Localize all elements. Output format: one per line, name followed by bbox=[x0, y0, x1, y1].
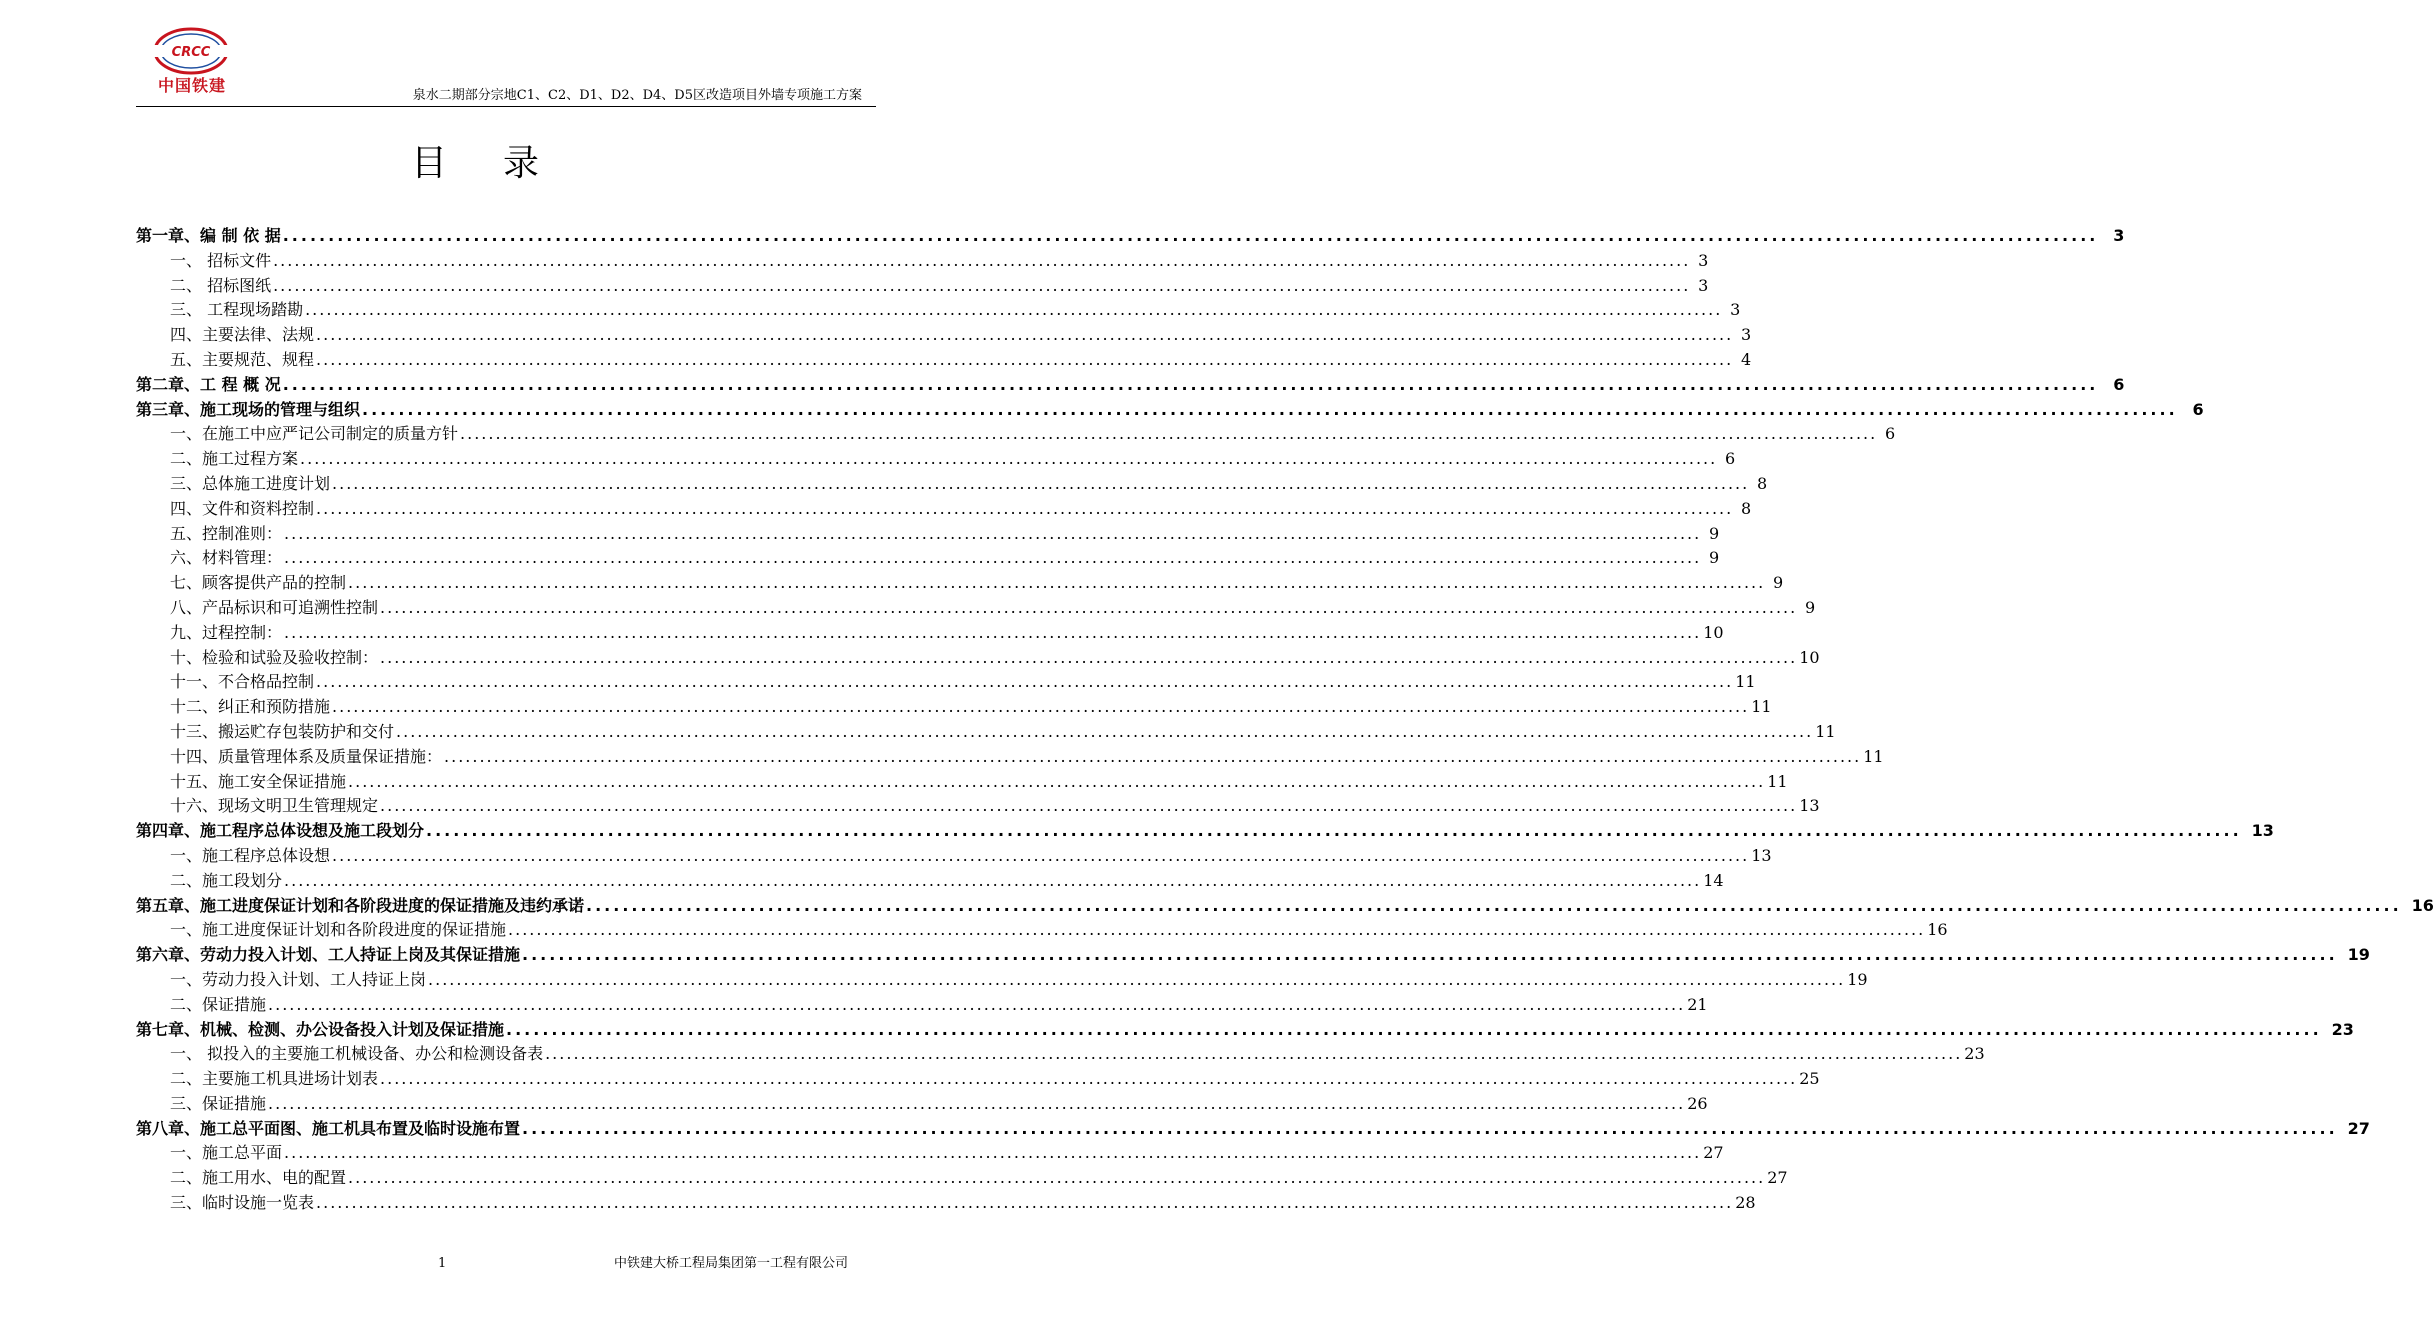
toc-page-number: 23 bbox=[2331, 1019, 2354, 1039]
toc-entry-label: 三、临时设施一览表 bbox=[170, 1193, 315, 1213]
toc-section-entry[interactable] bbox=[136, 695, 1772, 720]
toc-page-number: 3 bbox=[1698, 250, 1709, 270]
toc-section-entry[interactable] bbox=[136, 968, 1868, 993]
toc-entry-label: 十四、质量管理体系及质量保证措施： bbox=[170, 746, 443, 766]
toc-section-entry[interactable] bbox=[136, 298, 1741, 323]
logo-text: 中国铁建 bbox=[157, 76, 226, 95]
toc-leader-dots: ........................................................................................................................................................................................................ bbox=[268, 994, 1686, 1014]
toc-section-entry[interactable] bbox=[136, 993, 1708, 1018]
toc-chapter-entry[interactable] bbox=[136, 373, 2125, 398]
toc-leader-dots: ........................................................................................................................................................................................................ bbox=[273, 250, 1691, 270]
toc-page-number: 11 bbox=[1751, 697, 1772, 717]
toc-heading: 目录 bbox=[410, 143, 595, 184]
toc-entry-label: 十六、现场文明卫生管理规定 bbox=[170, 796, 379, 816]
toc-entry-label: 三、保证措施 bbox=[170, 1093, 267, 1113]
logo-emblem-text: CRCC bbox=[171, 45, 211, 60]
toc-entry-label: 十五、施工安全保证措施 bbox=[170, 771, 347, 791]
toc-leader-dots: ........................................................................................................................................................................................................ bbox=[428, 969, 1846, 989]
toc-section-entry[interactable] bbox=[136, 596, 1816, 621]
toc-leader-dots: ........................................................................................................................................................................................................ bbox=[380, 796, 1798, 816]
toc-leader-dots: ........................................................................................................................................................................................................ bbox=[273, 275, 1691, 295]
toc-entry-label: 二、 招标图纸 bbox=[170, 275, 272, 295]
toc-page-number: 19 bbox=[2347, 945, 2370, 965]
toc-leader-dots: ........................................................................................................................................................................................................ bbox=[586, 895, 2402, 915]
toc-entry-label: 第二章、工 程 概 况 bbox=[136, 374, 281, 394]
toc-entry-label: 第五章、施工进度保证计划和各阶段进度的保证措施及违约承诺 bbox=[136, 895, 585, 915]
toc-section-entry[interactable] bbox=[136, 323, 1752, 348]
toc-section-entry[interactable] bbox=[136, 1042, 1985, 1067]
toc-entry-label: 一、 拟投入的主要施工机械设备、办公和检测设备表 bbox=[170, 1044, 544, 1064]
toc-chapter-entry[interactable] bbox=[136, 1018, 2354, 1043]
toc-page-number: 26 bbox=[1687, 1093, 1708, 1113]
toc-section-entry[interactable] bbox=[136, 348, 1752, 373]
toc-page-number: 6 bbox=[1885, 424, 1896, 444]
toc-entry-label: 二、保证措施 bbox=[170, 994, 267, 1014]
toc-leader-dots: ........................................................................................................................................................................................................ bbox=[284, 622, 1702, 642]
toc-section-entry[interactable] bbox=[136, 447, 1736, 472]
toc-leader-dots: ........................................................................................................................................................................................................ bbox=[522, 1118, 2338, 1138]
toc-entry-label: 七、顾客提供产品的控制 bbox=[170, 573, 347, 593]
toc-page-number: 25 bbox=[1799, 1069, 1820, 1089]
toc-entry-label: 一、施工总平面 bbox=[170, 1143, 283, 1163]
toc-section-entry[interactable] bbox=[136, 1166, 1788, 1191]
toc-entry-label: 五、主要规范、规程 bbox=[170, 349, 315, 369]
toc-leader-dots: ........................................................................................................................................................................................................ bbox=[380, 647, 1798, 667]
toc-entry-label: 第七章、机械、检测、办公设备投入计划及保证措施 bbox=[136, 1019, 505, 1039]
toc-page-number: 3 bbox=[2113, 226, 2125, 245]
document-title: 泉水二期部分宗地C1、C2、D1、D2、D4、D5区改造项目外墙专项施工方案 bbox=[412, 88, 862, 103]
toc-leader-dots: ........................................................................................................................................................................................................ bbox=[284, 523, 1702, 543]
toc-page-number: 8 bbox=[1741, 498, 1752, 518]
toc-entry-label: 一、 招标文件 bbox=[170, 250, 272, 270]
toc-entry-label: 十二、纠正和预防措施 bbox=[170, 697, 331, 717]
toc-entry-label: 十、检验和试验及验收控制： bbox=[170, 647, 379, 667]
toc-leader-dots: ........................................................................................................................................................................................................ bbox=[348, 771, 1766, 791]
toc-entry-label: 十一、不合格品控制 bbox=[170, 672, 315, 692]
footer-company-name: 中铁建大桥工程局集团第一工程有限公司 bbox=[613, 1256, 848, 1271]
toc-page-number: 10 bbox=[1799, 647, 1820, 667]
toc-section-entry[interactable] bbox=[136, 571, 1784, 596]
toc-section-entry[interactable] bbox=[136, 249, 1709, 274]
toc-leader-dots: ........................................................................................................................................................................................................ bbox=[284, 1143, 1702, 1163]
toc-page-number: 10 bbox=[1703, 622, 1724, 642]
toc-entry-label: 十三、搬运贮存包装防护和交付 bbox=[170, 721, 395, 741]
toc-section-entry[interactable] bbox=[136, 646, 1820, 671]
toc-chapter-entry[interactable] bbox=[136, 224, 2125, 249]
toc-leader-dots: ........................................................................................................................................................................................................ bbox=[316, 498, 1734, 518]
toc-entry-label: 二、主要施工机具进场计划表 bbox=[170, 1069, 379, 1089]
toc-chapter-entry[interactable] bbox=[136, 398, 2204, 423]
toc-page-number: 11 bbox=[1863, 746, 1884, 766]
toc-entry-label: 二、施工过程方案 bbox=[170, 449, 299, 469]
toc-page-number: 11 bbox=[1735, 672, 1756, 692]
toc-entry-label: 三、总体施工进度计划 bbox=[170, 473, 331, 493]
toc-entry-label: 一、施工进度保证计划和各阶段进度的保证措施 bbox=[170, 920, 507, 940]
toc-page-number: 9 bbox=[1773, 573, 1784, 593]
toc-page-number: 3 bbox=[1741, 325, 1752, 345]
toc-page-number: 11 bbox=[1767, 771, 1788, 791]
company-logo bbox=[138, 26, 244, 102]
toc-page-number: 19 bbox=[1847, 969, 1868, 989]
toc-page-number: 16 bbox=[2411, 895, 2434, 915]
toc-page-number: 9 bbox=[1709, 548, 1720, 568]
toc-leader-dots: ........................................................................................................................................................................................................ bbox=[332, 845, 1750, 865]
toc-section-entry[interactable] bbox=[136, 1141, 1724, 1166]
toc-leader-dots: ........................................................................................................................................................................................................ bbox=[348, 573, 1766, 593]
toc-leader-dots: ........................................................................................................................................................................................................ bbox=[444, 746, 1862, 766]
toc-page-number: 13 bbox=[1799, 796, 1820, 816]
toc-section-entry[interactable] bbox=[136, 745, 1884, 770]
toc-leader-dots: ........................................................................................................................................................................................................ bbox=[316, 672, 1734, 692]
toc-page-number: 9 bbox=[1709, 523, 1720, 543]
toc-section-entry[interactable] bbox=[136, 918, 1948, 943]
toc-leader-dots: ........................................................................................................................................................................................................ bbox=[284, 870, 1702, 890]
toc-entry-label: 一、在施工中应严记公司制定的质量方针 bbox=[170, 424, 459, 444]
toc-chapter-entry[interactable] bbox=[136, 894, 2434, 919]
toc-page-number: 27 bbox=[2347, 1118, 2370, 1138]
toc-page-number: 3 bbox=[1698, 275, 1709, 295]
toc-leader-dots: ........................................................................................................................................................................................................ bbox=[380, 1069, 1798, 1089]
toc-entry-label: 六、材料管理： bbox=[170, 548, 283, 568]
toc-entry-label: 二、施工用水、电的配置 bbox=[170, 1168, 347, 1188]
toc-page-number: 4 bbox=[1741, 349, 1752, 369]
toc-leader-dots: ........................................................................................................................................................................................................ bbox=[316, 325, 1734, 345]
toc-leader-dots: ........................................................................................................................................................................................................ bbox=[426, 821, 2242, 841]
toc-leader-dots: ........................................................................................................................................................................................................ bbox=[460, 424, 1878, 444]
toc-leader-dots: ........................................................................................................................................................................................................ bbox=[522, 945, 2338, 965]
toc-entry-label: 第八章、施工总平面图、施工机具布置及临时设施布置 bbox=[136, 1118, 521, 1138]
toc-page-number: 27 bbox=[1767, 1168, 1788, 1188]
toc-page-number: 16 bbox=[1927, 920, 1948, 940]
toc-page-number: 13 bbox=[2251, 821, 2274, 841]
header-divider bbox=[136, 106, 876, 107]
toc-entry-label: 四、文件和资料控制 bbox=[170, 498, 315, 518]
toc-entry-label: 四、主要法律、法规 bbox=[170, 325, 315, 345]
toc-section-entry[interactable] bbox=[136, 720, 1836, 745]
toc-page-number: 6 bbox=[1725, 449, 1736, 469]
toc-leader-dots: ........................................................................................................................................................................................................ bbox=[332, 697, 1750, 717]
toc-section-entry[interactable] bbox=[136, 621, 1724, 646]
toc-entry-label: 五、控制准则： bbox=[170, 523, 283, 543]
toc-leader-dots: ........................................................................................................................................................................................................ bbox=[396, 721, 1814, 741]
toc-leader-dots: ........................................................................................................................................................................................................ bbox=[282, 226, 2099, 245]
table-of-contents bbox=[136, 224, 2434, 1216]
toc-page-number: 11 bbox=[1815, 721, 1836, 741]
toc-section-entry[interactable] bbox=[136, 497, 1752, 522]
crcc-emblem-icon bbox=[138, 26, 244, 76]
toc-leader-dots: ........................................................................................................................................................................................................ bbox=[268, 1093, 1686, 1113]
toc-section-entry[interactable] bbox=[136, 770, 1788, 795]
toc-page-number: 27 bbox=[1703, 1143, 1724, 1163]
toc-section-entry[interactable] bbox=[136, 794, 1820, 819]
toc-page-number: 23 bbox=[1964, 1044, 1985, 1064]
toc-section-entry[interactable] bbox=[136, 422, 1896, 447]
toc-section-entry[interactable] bbox=[136, 274, 1709, 299]
toc-section-entry[interactable] bbox=[136, 546, 1720, 571]
toc-page-number: 13 bbox=[1751, 845, 1772, 865]
toc-leader-dots: ........................................................................................................................................................................................................ bbox=[316, 1193, 1734, 1213]
toc-leader-dots: ........................................................................................................................................................................................................ bbox=[332, 473, 1750, 493]
toc-entry-label: 一、施工程序总体设想 bbox=[170, 845, 331, 865]
toc-section-entry[interactable] bbox=[136, 522, 1720, 547]
toc-chapter-entry[interactable] bbox=[136, 1117, 2370, 1142]
toc-leader-dots: ........................................................................................................................................................................................................ bbox=[284, 548, 1702, 568]
toc-section-entry[interactable] bbox=[136, 869, 1724, 894]
toc-page-number: 8 bbox=[1757, 473, 1768, 493]
footer-page-number: 1 bbox=[438, 1256, 447, 1271]
toc-entry-label: 八、产品标识和可追溯性控制 bbox=[170, 597, 379, 617]
toc-leader-dots: ........................................................................................................................................................................................................ bbox=[508, 920, 1926, 940]
toc-entry-label: 第三章、施工现场的管理与组织 bbox=[136, 399, 361, 419]
toc-page-number: 28 bbox=[1735, 1193, 1756, 1213]
toc-leader-dots: ........................................................................................................................................................................................................ bbox=[506, 1019, 2322, 1039]
toc-section-entry[interactable] bbox=[136, 1092, 1708, 1117]
toc-page-number: 9 bbox=[1805, 597, 1816, 617]
toc-leader-dots: ........................................................................................................................................................................................................ bbox=[545, 1044, 1963, 1064]
toc-page-number: 6 bbox=[2113, 374, 2125, 394]
toc-leader-dots: ........................................................................................................................................................................................................ bbox=[316, 349, 1734, 369]
toc-leader-dots: ........................................................................................................................................................................................................ bbox=[300, 449, 1718, 469]
toc-leader-dots: ........................................................................................................................................................................................................ bbox=[380, 597, 1798, 617]
toc-page-number: 21 bbox=[1687, 994, 1708, 1014]
toc-section-entry[interactable] bbox=[136, 472, 1768, 497]
toc-entry-label: 三、 工程现场踏勘 bbox=[170, 300, 304, 320]
toc-section-entry[interactable] bbox=[136, 1067, 1820, 1092]
toc-leader-dots: ........................................................................................................................................................................................................ bbox=[362, 399, 2178, 419]
toc-section-entry[interactable] bbox=[136, 1191, 1756, 1216]
toc-entry-label: 九、过程控制： bbox=[170, 622, 283, 642]
toc-entry-label: 一、劳动力投入计划、工人持证上岗 bbox=[170, 969, 427, 989]
toc-chapter-entry[interactable] bbox=[136, 943, 2370, 968]
toc-entry-label: 第六章、劳动力投入计划、工人持证上岗及其保证措施 bbox=[136, 945, 521, 965]
toc-entry-label: 二、施工段划分 bbox=[170, 870, 283, 890]
toc-chapter-entry[interactable] bbox=[136, 819, 2274, 844]
toc-entry-label: 第四章、施工程序总体设想及施工段划分 bbox=[136, 821, 425, 841]
toc-page-number: 14 bbox=[1703, 870, 1724, 890]
toc-section-entry[interactable] bbox=[136, 670, 1756, 695]
toc-leader-dots: ........................................................................................................................................................................................................ bbox=[305, 300, 1723, 320]
toc-page-number: 3 bbox=[1730, 300, 1741, 320]
toc-leader-dots: ........................................................................................................................................................................................................ bbox=[282, 374, 2099, 394]
toc-leader-dots: ........................................................................................................................................................................................................ bbox=[348, 1168, 1766, 1188]
toc-page-number: 6 bbox=[2192, 399, 2204, 419]
toc-entry-label: 第一章、编 制 依 据 bbox=[136, 226, 281, 245]
toc-section-entry[interactable] bbox=[136, 844, 1772, 869]
